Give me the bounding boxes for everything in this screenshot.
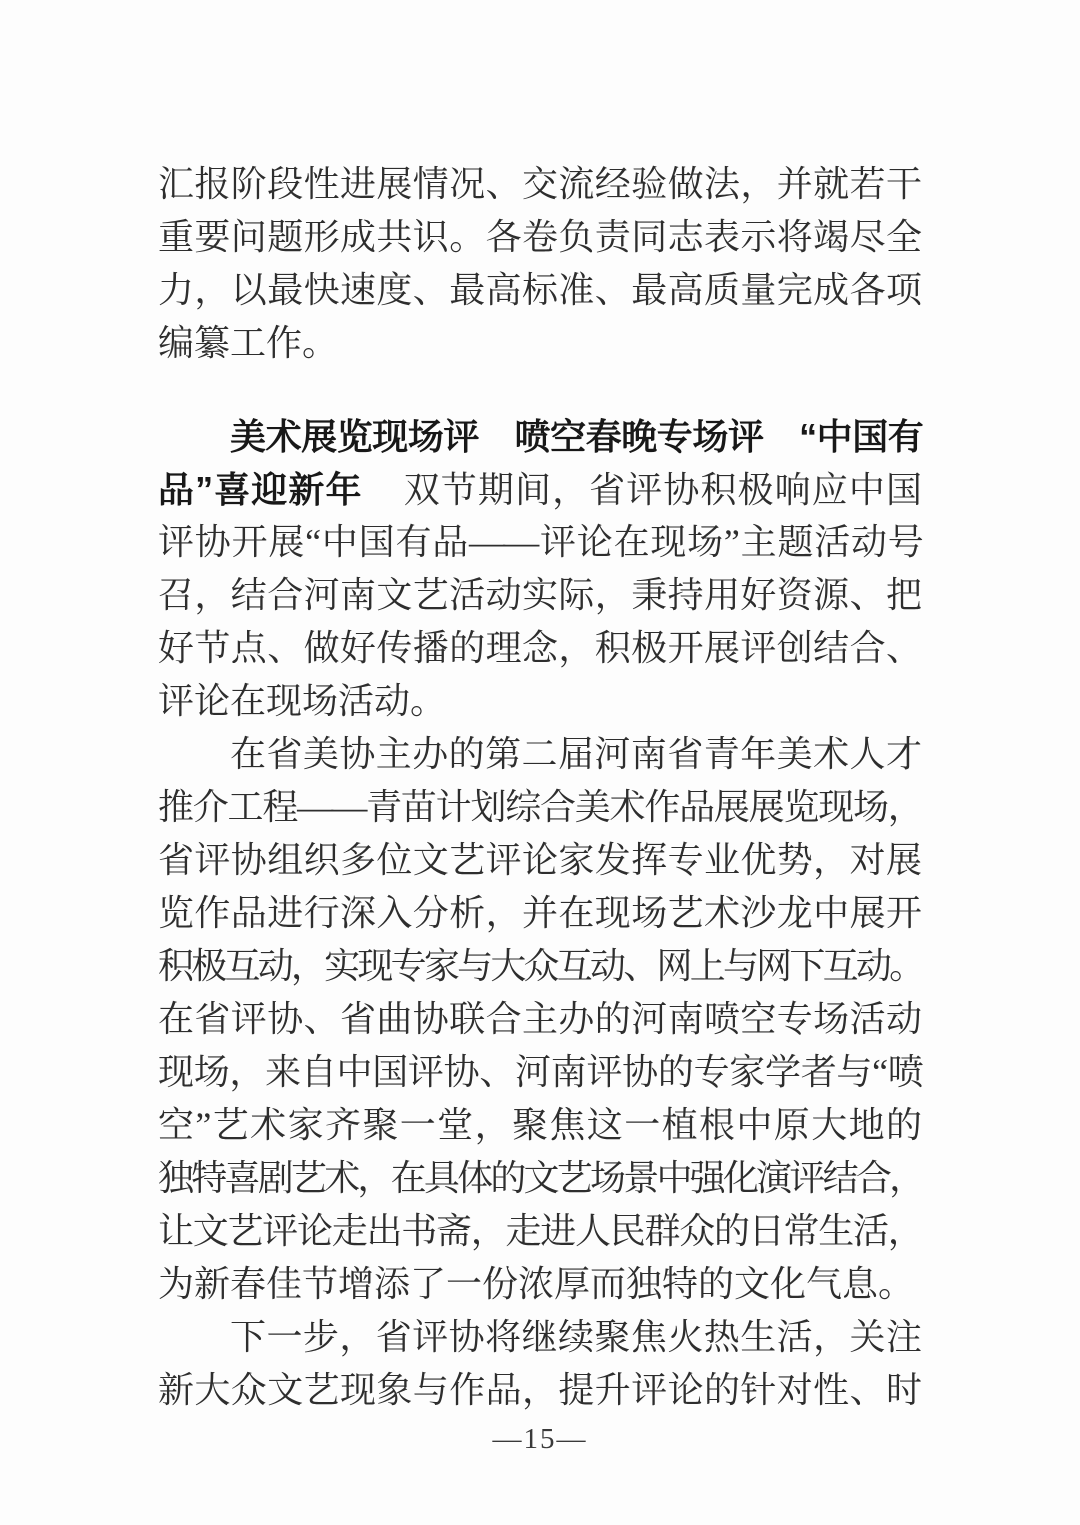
text-line: [158, 463, 922, 516]
heading-bold-line: 美术展览现场评 喷空春晚专场评 “中国有: [230, 416, 922, 457]
paragraph-next-steps: [158, 1311, 922, 1417]
paragraph-exhibition-review: [158, 728, 922, 1311]
text-line: 力，以最快速度、最高标准、最高质量完成各项: [158, 270, 922, 310]
text-line: 在省评协、省曲协联合主办的河南喷空专场活动: [158, 999, 922, 1039]
text-line: 重要问题形成共识。各卷负责同志表示将竭尽全: [158, 217, 922, 257]
paragraph-review-activities: [158, 410, 922, 728]
text-line: 下一步，省评协将继续聚焦火热生活，关注: [230, 1317, 922, 1357]
text-line: 空”艺术家齐聚一堂，聚焦这一植根中原大地的: [158, 1105, 922, 1145]
text-line: 让文艺评论走出书斋，走进人民群众的日常生活，: [158, 1211, 922, 1251]
text-line: 在省美协主办的第二届河南省青年美术人才: [230, 734, 922, 774]
text-line: 现场，来自中国评协、河南评协的专家学者与“喷: [158, 1052, 922, 1092]
page-number: —15—: [492, 1423, 588, 1455]
text-line: 推介工程——青苗计划综合美术作品展展览现场，: [158, 787, 922, 827]
text-line: 编纂工作。: [158, 323, 339, 363]
text-line: 积极互动，实现专家与大众互动、网上与网下互动。: [158, 946, 922, 986]
content-area: [158, 0, 922, 1417]
text-line: 为新春佳节增添了一份浓厚而独特的文化气息。: [158, 1264, 915, 1304]
text-line: 省评协组织多位文艺评论家发挥专业优势，对展: [158, 840, 922, 880]
text-run: 双节期间，省评协积极响应中国: [402, 470, 922, 510]
text-line: 览作品进行深入分析，并在现场艺术沙龙中展开: [158, 893, 922, 933]
text-line: 评协开展“中国有品——评论在现场”主题活动号: [158, 522, 922, 562]
paragraph-editing-progress: [158, 158, 922, 370]
heading-separator: [363, 501, 403, 502]
text-line: 召，结合河南文艺活动实际，秉持用好资源、把: [158, 575, 922, 615]
text-line: 评论在现场活动。: [158, 681, 447, 721]
text-line: 新大众文艺现象与作品，提升评论的针对性、时: [158, 1370, 922, 1410]
heading-bold-text: 品”喜迎新年: [158, 469, 363, 510]
page-footer: [0, 1419, 1080, 1459]
text-line: 好节点、做好传播的理念，积极开展评创结合、: [158, 628, 922, 668]
text-line: 独特喜剧艺术，在具体的文艺场景中强化演评结合，: [158, 1158, 922, 1198]
text-line: 汇报阶段性进展情况、交流经验做法，并就若干: [158, 164, 922, 204]
